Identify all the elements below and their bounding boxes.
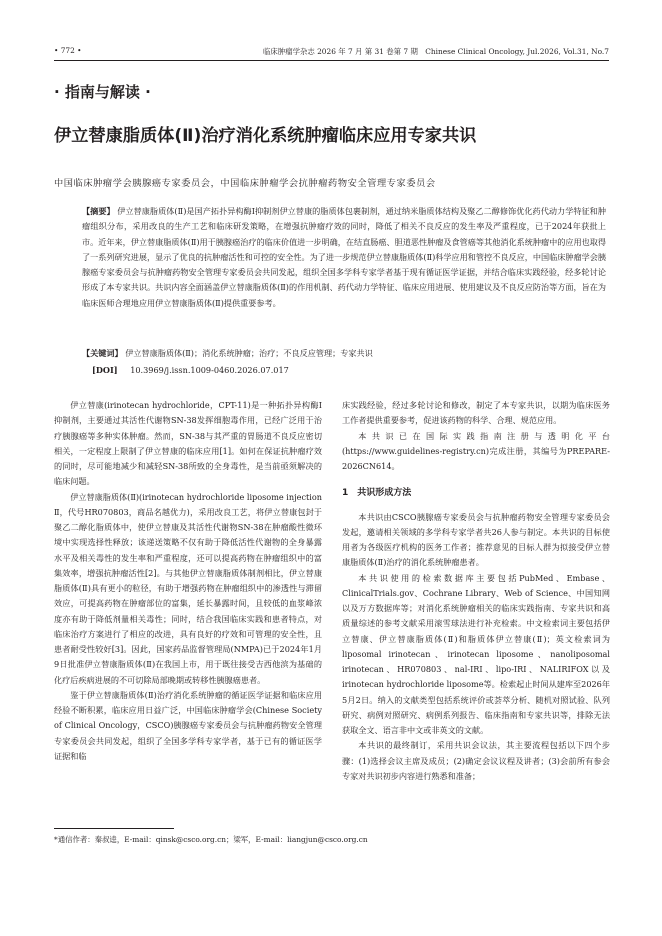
abstract <box>82 204 606 311</box>
body-paragraph: 本共识由CSCO胰腺癌专家委员会与抗肿瘤药物安全管理专家委员会发起，邀请相关领域的多学科专家学者共26人参与制定。本共识的目标使用者为各级医疗机构的医务工作者；推荐意见的目标人群为拟接受伊立替康脂质体(Ⅱ)治疗的消化系统肿瘤患者。 <box>342 511 610 568</box>
doi-link[interactable]: 10.3969/j.issn.1009-0460.2026.07.017 <box>130 365 289 375</box>
corresponding-author-footnote: *通信作者：秦叔逵，E-mail：qinsk@csco.org.cn；梁军，E-mail：liangjun@csco.org.cn <box>54 835 368 844</box>
doi-line <box>92 363 612 378</box>
body-paragraph: 伊立替康(irinotecan hydrochloride，CPT-11)是一种拓扑异构酶Ⅰ抑制剂，主要通过其活性代谢物SN-38发挥细胞毒作用，已经广泛用于治疗胰腺癌等多种实体肿瘤。然而，SN-38与其严重的胃肠道不良反应密切相关，一定程度上限制了伊立替康的临床应用[1]。如何在保证抗肿瘤疗效的同时，尽可能地减少和减轻SN-38所致的全身毒性，是当前亟须解决的临床问题。 <box>54 400 322 487</box>
section-heading: 1 共识形成方法 <box>342 488 412 499</box>
body-column-right <box>342 398 610 784</box>
author-groups: 中国临床肿瘤学会胰腺癌专家委员会，中国临床肿瘤学会抗肿瘤药物安全管理专家委员会 <box>54 178 436 189</box>
abstract-text: 伊立替康脂质体(Ⅱ)是国产拓扑异构酶Ⅰ抑制剂伊立替康的脂质体包裹制剂，通过纳米脂质体结构及聚乙二醇修饰优化药代动力学特征和肿瘤组织分布，采用改良的生产工艺和临床研发策略，在增强抗肿瘤疗效的同时，降低了相关不良反应的发生率及严重程度，已于2024年获批上市。近年来，伊立替康脂质体(Ⅱ)用于胰腺癌治疗的临床价值进一步明确，在结直肠癌、胆道恶性肿瘤及食管癌等其他消化系统肿瘤中的应用也取得了一系列研究进展，显示了优良的抗肿瘤活性和可控的安全性。为了进一步规范伊立替康脂质体(Ⅱ)科学应用和管控不良反应，中国临床肿瘤学会胰腺癌专家委员会与抗肿瘤药物安全管理专家委员会共同发起，组织全国多学科专家学者基于现有循证医学证据，并结合临床实践经验，经多轮讨论形成了本专家共识。共识内容全面涵盖伊立替康脂质体(Ⅱ)的作用机制、药代动力学特征、临床应用进展、使用建议及不良反应防治等方面，旨在为临床医师合理地应用伊立替康脂质体(Ⅱ)提供重要参考。 <box>82 206 606 308</box>
article-title: 伊立替康脂质体(Ⅱ)治疗消化系统肿瘤临床应用专家共识 <box>54 126 477 146</box>
page-number: • 772 • <box>54 46 82 55</box>
keywords-label: 【关键词】 <box>82 348 123 358</box>
body-paragraph: 伊立替康脂质体(Ⅱ)(irinotecan hydrochloride liposome injection Ⅱ，代号HR070803，商品名越优力)，采用改良工艺，将伊立替康包封于聚乙二醇化脂质体中，使伊立替康及其活性代谢物SN-38在肿瘤酸性微环境中实现选择性释放；该递送策略不仅有助于降低活性代谢物的全身暴露水平及相关毒性的发生率和严重程度，还可以提高药物在肿瘤组织中的富集效率，增强抗肿瘤活性[2]。与其他伊立替康脂质体制剂相比，伊立替康脂质体(Ⅱ)具有更小的粒径，有助于增强药物在肿瘤组织中的渗透性与滞留效应，可提高药物在肿瘤部位的富集，延长暴露时间，且较低的血浆峰浓度亦有助于降低剂量相关毒性；同时，结合我国临床实践和患者特点，对临床治疗方案进行了相应的改进，具有良好的疗效和可管理的安全性，且患者耐受性较好[3]。因此，国家药品监督管理局(NMPA)已于2024年1月9日批准伊立替康脂质体(Ⅱ)在我国上市，用于既往接受吉西他滨为基础的化疗后疾病进展的不可切除局部晚期或转移性胰腺癌患者。 <box>54 491 322 685</box>
abstract-label: 【摘要】 <box>82 206 115 216</box>
running-header <box>54 44 609 61</box>
body-paragraph: 本共识使用的检索数据库主要包括PubMed、Embase、ClinicalTrials.gov、Cochrane Library、Web of Science、中国知网以及万方数据库等；对消化系统肿瘤相关的临床实践指南、专家共识和高质量综述的参考文献采用滚雪球法进行补充检索。中文检索词主要包括伊立替康、伊立替康脂质体(Ⅱ)和脂质体伊立替康(Ⅱ)；英文检索词为liposomal irinotecan、irinotecan liposome、nanoliposomal irinotecan、HR070803、nal-IRI、lipo-IRI、NALIRIFOX以及irinotecan hydrochloride liposome等。检索起止时间从建库至2026年5月2日。纳入的文献类型包括系统评价或荟萃分析、随机对照试验、队列研究、病例对照研究、病例系列报告、临床指南和专家共识等，排除无法获取全文、语言非中文或非英文的文献。 <box>342 572 610 735</box>
body-paragraph: 床实践经验，经过多轮讨论和修改，制定了本专家共识，以期为临床医务工作者提供重要参考，促进该药物的科学、合理、规范应用。 <box>342 400 610 426</box>
footnote-divider <box>54 828 174 829</box>
registry-paragraph: 本共识已在国际实践指南注册与透明化平台(https://www.guidelines-registry.cn)完成注册，其编号为PREPARE-2026CN614。 <box>342 430 610 471</box>
journal-info: 临床肿瘤学杂志 2026 年 7 月 第 31 卷第 7 期 Chinese Clinical Oncology, Jul.2026, Vol.31, No.7 <box>263 47 609 56</box>
keywords-text: 伊立替康脂质体(Ⅱ)；消化系统肿瘤；治疗；不良反应管理；专家共识 <box>125 348 373 358</box>
body-column-left <box>54 398 322 764</box>
keywords <box>82 346 606 361</box>
doi-label: [DOI] <box>92 365 118 375</box>
section-label: · 指南与解读 · <box>54 83 151 101</box>
body-paragraph: 鉴于伊立替康脂质体(Ⅱ)治疗消化系统肿瘤的循证医学证据和临床应用经验不断积累，临床应用日益广泛，中国临床肿瘤学会(Chinese Society of Clinical Oncology，CSCO)胰腺癌专家委员会与抗肿瘤药物安全管理专家委员会共同发起，组织了全国多学科专家学者，基于已有的循证医学证据和临 <box>54 689 322 761</box>
body-paragraph: 本共识的最终制订，采用共识会议法，其主要流程包括以下四个步骤：(1)选择会议主席及成员；(2)确定会议议程及讲者；(3)会前所有参会专家对共识初步内容进行熟悉和准备； <box>342 740 610 781</box>
